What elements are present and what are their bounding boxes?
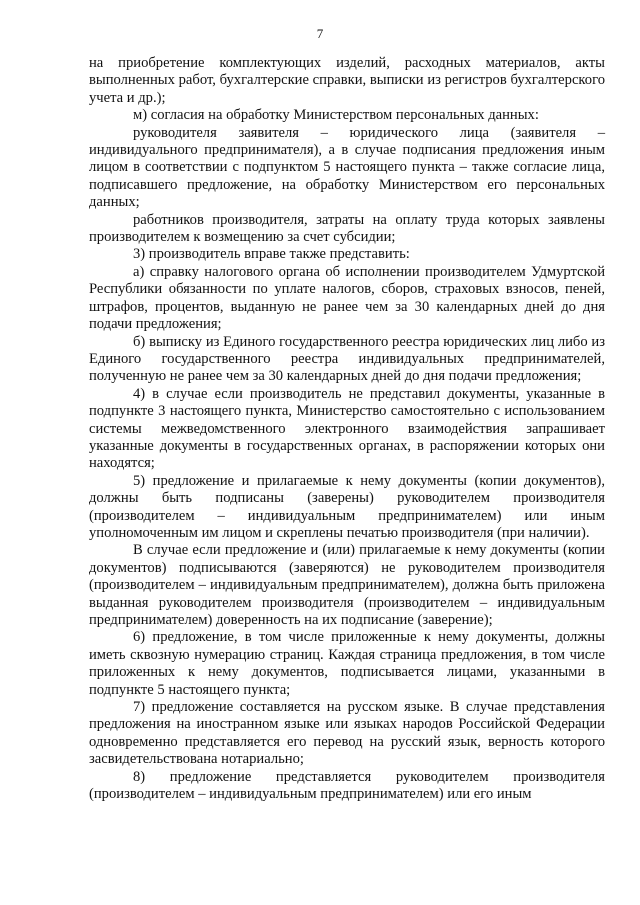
paragraph-1: на приобретение комплектующих изделий, расходных материалов, акты выполненных работ, бухгалтерские справки, выписки из регистров бухгалтерского учета и др.); [89,55,605,106]
paragraph-2: м) согласия на обработку Министерством персональных данных: [133,107,539,124]
paragraph-13: 8) предложение представляется руководителем производителя (производителем – индивидуальным предпринимателем) или его иным [89,768,605,803]
paragraph-8: 4) в случае если производитель не представил документы, указанные в подпункте 3 настоящего пункта, Министерство самостоятельно с использованием системы межведомственного электронного взаимодействия запрашивает указанные документы в государственных органах, в распоряжении которых они находятся; [89,385,605,472]
paragraph-4: работников производителя, затраты на оплату труда которых заявлены производителем к возмещению за счет субсидии; [89,211,605,246]
paragraph-6: а) справку налогового органа об исполнении производителем Удмуртской Республики обязанности по уплате налогов, сборов, страховых взносов, пеней, штрафов, процентов, выданную не ранее чем за 30 календарных дней до дня подачи предложения; [89,263,605,333]
paragraph-9: 5) предложение и прилагаемые к нему документы (копии документов), должны быть подписаны (заверены) руководителем производителя (производителем – индивидуальным предпринимателем) или иным уполномоченным им лицом и скреплены печатью производителя (при наличии). [89,472,605,541]
paragraph-5: 3) производитель вправе также представить: [133,246,410,263]
page-number: 7 [316,26,324,41]
paragraph-11: 6) предложение, в том числе приложенные к нему документы, должны иметь сквозную нумерацию страниц. Каждая страница предложения, в том числе приложенных к нему документов, подписывается лицами, указанными в подпункте 5 настоящего пункта; [89,629,605,698]
paragraph-12: 7) предложение составляется на русском языке. В случае представления предложения на иностранном языке или языках народов Российской Федерации одновременно представляется его перевод на русский язык, верность которого засвидетельствована нотариально; [89,699,605,768]
paragraph-7: б) выписку из Единого государственного реестра юридических лиц либо из Единого государственного реестра индивидуальных предпринимателей, полученную не ранее чем за 30 календарных дней до дня подачи предложения; [89,333,605,385]
paragraph-10: В случае если предложение и (или) прилагаемые к нему документы (копии документов) подписываются (заверяются) не руководителем производителя (производителем – индивидуальным предпринимателем), должна быть приложена выданная руководителем производителя (производителем – индивидуальным предпринимателем) доверенность на их подписание (заверение); [89,542,605,628]
document-body [89,55,605,803]
paragraph-3: руководителя заявителя – юридического лица (заявителя – индивидуального предпринимателя), а в случае подписания предложения иным лицом в соответствии с подпунктом 5 настоящего пункта – также согласие лица, подписавшего предложение, на обработку Министерством его персональных данных; [89,124,605,211]
